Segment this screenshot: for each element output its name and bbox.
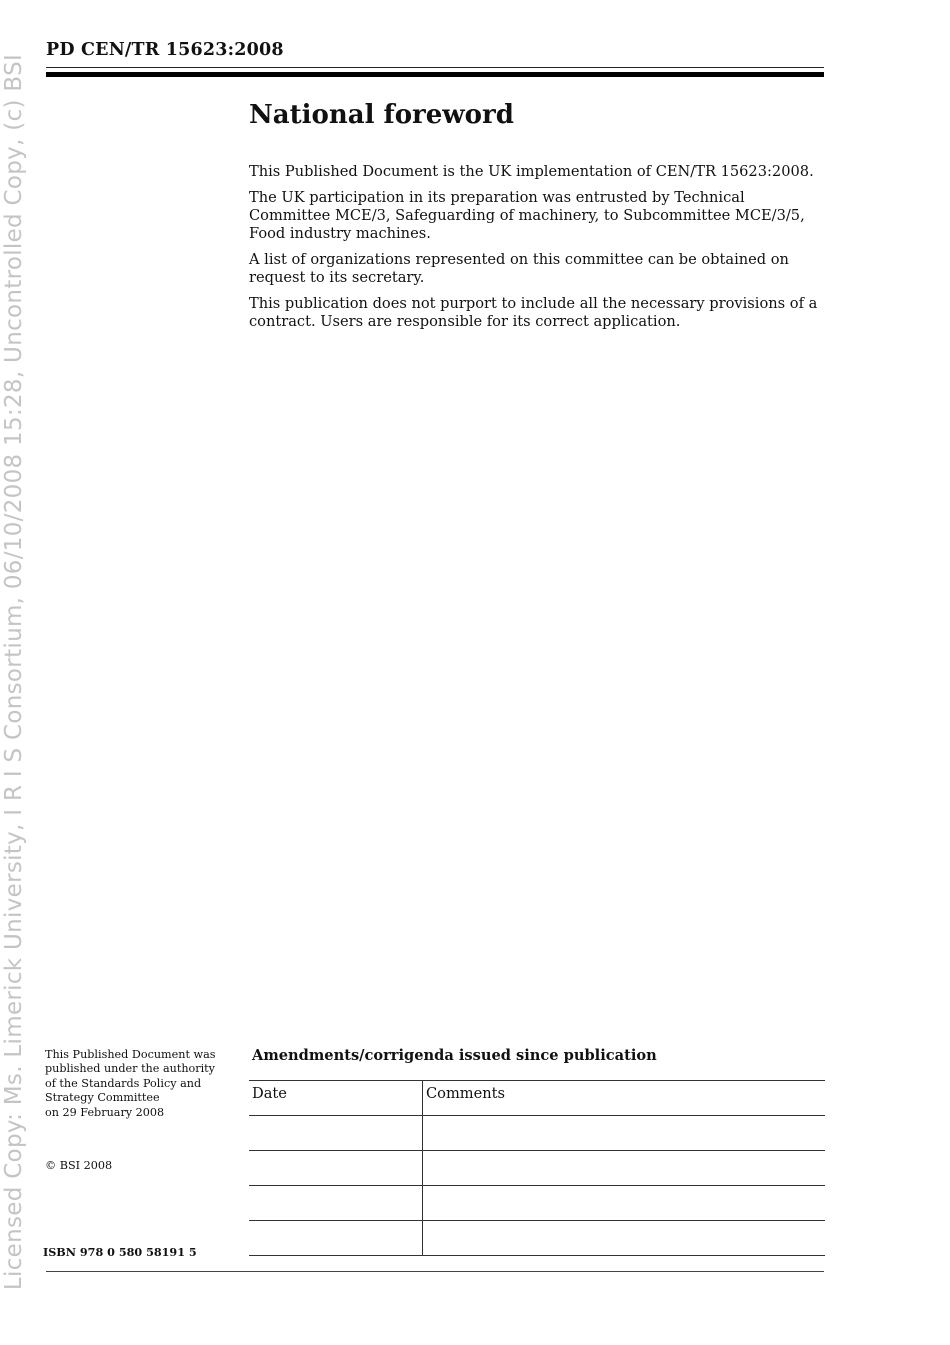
- page-title: National foreword: [249, 100, 514, 130]
- table-header-row: [249, 1081, 825, 1116]
- table-cell-comments: [423, 1186, 826, 1221]
- copyright-notice: © BSI 2008: [45, 1159, 113, 1172]
- column-header-comments: Comments: [423, 1081, 826, 1116]
- publication-authority: [45, 1048, 235, 1120]
- publication-line: Strategy Committee: [45, 1091, 160, 1105]
- publication-line: This Published Document was: [45, 1048, 216, 1061]
- table-cell-comments: [423, 1151, 826, 1186]
- foreword-paragraph: This publication does not purport to include all the necessary provisions of a contract. Users are responsible for its correct application.: [249, 295, 818, 330]
- header-rule-thin: [46, 67, 824, 68]
- foreword-paragraph: The UK participation in its preparation was entrusted by Technical Committee MCE/3, Safeguarding of machinery, to Subcommittee MCE/3/5, Food industry machines.: [249, 189, 805, 242]
- table-cell-date: [249, 1221, 423, 1256]
- table-cell-comments: [423, 1116, 826, 1151]
- table-row: [249, 1116, 825, 1151]
- table-cell-date: [249, 1116, 423, 1151]
- table-cell-date: [249, 1151, 423, 1186]
- publication-line: of the Standards Policy and: [45, 1076, 202, 1090]
- publication-line: published under the authority: [45, 1062, 215, 1076]
- footer-rule: [46, 1271, 824, 1272]
- publication-line: on 29 February 2008: [45, 1105, 165, 1119]
- header-rule-thick: [46, 72, 824, 77]
- license-watermark: Licensed Copy: Ms. Limerick University, I R I S Consortium, 06/10/2008 15:28, Uncontrolled Copy, (c) BSI: [1, 53, 27, 1291]
- amendments-heading: Amendments/corrigenda issued since publication: [252, 1047, 657, 1064]
- table-cell-comments: [423, 1221, 826, 1256]
- table-row: [249, 1186, 825, 1221]
- table-row: [249, 1221, 825, 1256]
- document-id: PD CEN/TR 15623:2008: [46, 40, 284, 60]
- table-cell-date: [249, 1186, 423, 1221]
- column-header-date: Date: [249, 1081, 423, 1116]
- isbn-number: ISBN 978 0 580 58191 5: [43, 1245, 197, 1259]
- foreword-paragraph: A list of organizations represented on this committee can be obtained on request to its secretary.: [249, 251, 789, 286]
- table-row: [249, 1151, 825, 1186]
- foreword-body: [249, 163, 824, 339]
- amendments-table: [249, 1080, 825, 1256]
- foreword-paragraph: This Published Document is the UK implementation of CEN/TR 15623:2008.: [249, 163, 814, 180]
